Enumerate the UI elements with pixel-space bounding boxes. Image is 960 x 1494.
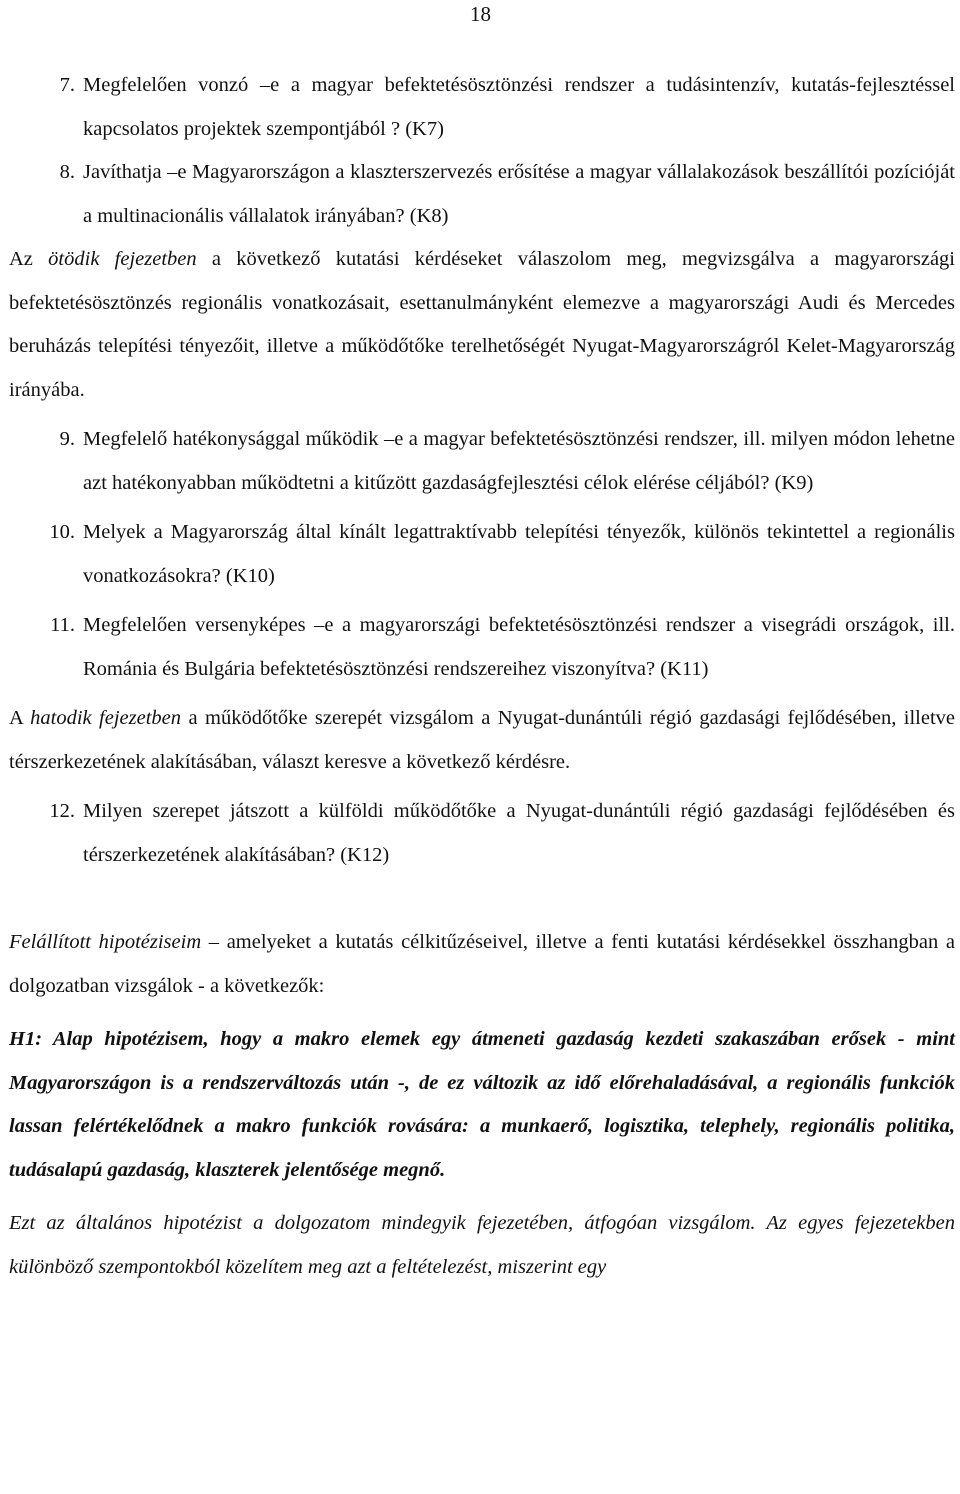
hypothesis-h1: H1: Alap hipotézisem, hogy a makro elemek egy átmeneti gazdaság kezdeti szakaszában erősek - mint Magyarországon is a rendszerváltozás után -, de ez változik az idő előrehaladásával, a regionális funkciók lassan felértékelődnek a makro funkciók rovására: a munkaerő, logisztika, telephely, regionális politika, tudásalapú gazdaság, klaszterek jelentősége megnő. [9, 1028, 955, 1181]
list-item [9, 64, 955, 151]
list-item-text: Megfelelően vonzó –e a magyar befektetésösztönzési rendszer a tudásintenzív, kutatás-fejlesztéssel kapcsolatos projektek szempontjából ? (K7) [83, 74, 955, 140]
paragraph-dash: – [201, 931, 227, 953]
paragraph-emphasis: hatodik fejezetben [30, 707, 182, 729]
paragraph-text: a következő kutatási kérdéseket válaszolom meg, megvizsgálva a magyarországi befektetésösztönzés regionális vonatkozásait, esettanulmányként elemezve a magyarországi Audi és Mercedes beruházás telepítési tényezőit, illetve a működőtőke terelhetőségét Nyugat-Magyarországról Kelet-Magyarország irányába. [9, 248, 955, 401]
paragraph-text: amelyeket a kutatás célkitűzéseivel, illetve a fenti kutatási kérdésekkel összhangban a dolgozatban vizsgálok - a következők: [9, 931, 955, 997]
document-body [9, 64, 955, 1289]
paragraph-text: Az [9, 248, 49, 270]
list-item-text: Megfelelően versenyképes –e a magyarországi befektetésösztönzési rendszer a visegrádi országok, ill. Románia és Bulgária befektetésösztönzési rendszereihez viszonyítva? (K11) [83, 614, 955, 680]
list-item [9, 151, 955, 238]
list-item [9, 511, 955, 598]
list-item-text: Melyek a Magyarország által kínált legattraktívabb telepítési tényezők, különös tekintettel a regionális vonatkozásokra? (K10) [83, 521, 955, 587]
list-item [9, 604, 955, 691]
paragraph-text: a működőtőke szerepét vizsgálom a Nyugat-dunántúli régió gazdasági fejlődésében, illetve térszerkezetének alakításában, választ keresve a következő kérdésre. [9, 707, 955, 773]
page-number: 18 [470, 2, 491, 26]
list-item-number: 7. [59, 74, 75, 96]
paragraph-emphasis: ötödik fejezetben [48, 248, 197, 270]
list-item [9, 790, 955, 877]
list-item-text: Milyen szerepet játszott a külföldi működőtőke a Nyugat-dunántúli régió gazdasági fejlődésében és térszerkezetének alakításában? (K12) [83, 800, 955, 866]
chapter5-paragraph [9, 238, 955, 412]
paragraph-text: A [9, 707, 31, 729]
hypotheses-intro-paragraph [9, 921, 955, 1008]
list-item [9, 418, 955, 505]
list-item-number: 11. [50, 614, 75, 636]
chapter6-paragraph [9, 697, 955, 784]
list-item-number: 8. [59, 161, 75, 183]
paragraph-emphasis: Felállított hipotéziseim [9, 931, 202, 953]
list-item-text: Javíthatja –e Magyarországon a klaszterszervezés erősítése a magyar vállalakozások beszállítói pozícióját a multinacionális vállalatok irányában? (K8) [83, 161, 955, 227]
closing-text: Ezt az általános hipotézist a dolgozatom mindegyik fejezetében, átfogóan vizsgálom. Az egyes fejezetekben különböző szempontokból közelítem meg azt a feltételezést, miszerint egy [9, 1212, 955, 1278]
list-item-number: 9. [59, 428, 75, 450]
list-item-text: Megfelelő hatékonysággal működik –e a magyar befektetésösztönzési rendszer, ill. milyen módon lehetne azt hatékonyabban működtetni a kitűzött gazdaságfejlesztési célok elérése céljából? (K9) [83, 428, 955, 494]
closing-paragraph [9, 1202, 955, 1289]
list-item-number: 10. [49, 521, 75, 543]
list-item-number: 12. [49, 800, 75, 822]
